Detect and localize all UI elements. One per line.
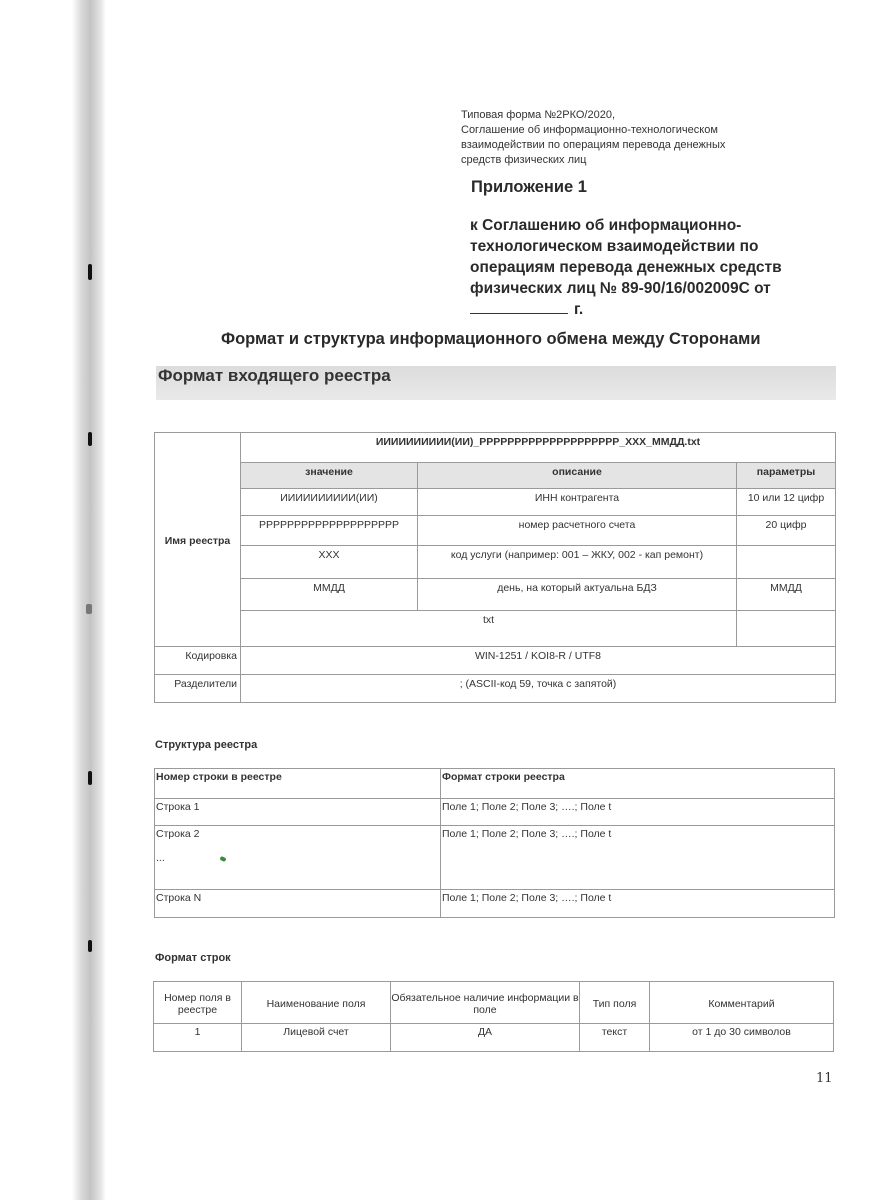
encoding-label: Кодировка xyxy=(155,647,241,675)
cell-description: ИНН контрагента xyxy=(418,489,737,516)
column-header: Формат строки реестра xyxy=(441,769,835,799)
section-banner xyxy=(156,366,836,400)
date-blank xyxy=(470,303,568,314)
row-number: Строка 1 xyxy=(155,799,441,826)
column-header: Номер строки в реестре xyxy=(155,769,441,799)
date-suffix: г. xyxy=(574,301,584,318)
column-header: Наименование поля xyxy=(242,982,391,1024)
cell-value: РРРРРРРРРРРРРРРРРРРР xyxy=(241,516,418,546)
separator-value: ; (ASCII-код 59, точка с запятой) xyxy=(241,675,836,703)
appendix-line: к Соглашению об информационно- xyxy=(470,217,742,234)
cell-value: ММДД xyxy=(241,579,418,611)
appendix-subtitle xyxy=(470,215,810,320)
field-number: 1 xyxy=(154,1024,242,1052)
appendix-date-line xyxy=(470,299,810,320)
row-format-table xyxy=(153,981,834,1052)
cell-description: номер расчетного счета xyxy=(418,516,737,546)
column-header: значение xyxy=(241,463,418,489)
document-title: Формат и структура информационного обмена между Сторонами xyxy=(221,330,761,348)
column-header: Обязательное наличие информации в поле xyxy=(391,982,580,1024)
column-header: параметры xyxy=(737,463,836,489)
field-comment: от 1 до 30 символов xyxy=(650,1024,834,1052)
row-format: Поле 1; Поле 2; Поле 3; ….; Поле t xyxy=(441,890,835,918)
cell-params xyxy=(737,546,836,579)
separator-label: Разделители xyxy=(155,675,241,703)
appendix-line: операциям перевода денежных средств xyxy=(470,259,782,276)
row-number: Строка 2 xyxy=(156,828,200,840)
row-number: Строка N xyxy=(155,890,441,918)
field-type: текст xyxy=(580,1024,650,1052)
encoding-value: WIN-1251 / KOI8-R / UTF8 xyxy=(241,647,836,675)
form-note-line: Соглашение об информационно-технологическом xyxy=(461,124,718,136)
appendix-line: физических лиц № 89-90/16/002009С от xyxy=(470,280,771,297)
form-type-note xyxy=(461,108,761,168)
row-number-cell xyxy=(155,826,441,890)
empty-cell xyxy=(737,611,836,647)
scan-mark xyxy=(88,940,92,952)
scan-mark xyxy=(88,432,92,446)
scan-binding-shadow xyxy=(72,0,106,1200)
structure-label: Структура реестра xyxy=(155,739,258,751)
scan-mark xyxy=(88,771,92,785)
cell-value: ИИИИИИИИИИ(ИИ) xyxy=(241,489,418,516)
field-name: Лицевой счет xyxy=(242,1024,391,1052)
registry-filename: ИИИИИИИИИИ(ИИ)_РРРРРРРРРРРРРРРРРРРР_ХХХ_ММДД.txt xyxy=(241,433,836,463)
cell-params: 20 цифр xyxy=(737,516,836,546)
form-note-line: Типовая форма №2РКО/2020, xyxy=(461,109,616,121)
scan-mark xyxy=(88,264,92,280)
field-required: ДА xyxy=(391,1024,580,1052)
column-header: Комментарий xyxy=(650,982,834,1024)
cell-params: ММДД xyxy=(737,579,836,611)
column-header: описание xyxy=(418,463,737,489)
cell-description: код услуги (например: 001 – ЖКУ, 002 - кап ремонт) xyxy=(418,546,737,579)
appendix-title: Приложение 1 xyxy=(471,178,587,196)
scan-mark xyxy=(86,604,92,614)
cell-description: день, на который актуальна БДЗ xyxy=(418,579,737,611)
row-format: Поле 1; Поле 2; Поле 3; ….; Поле t xyxy=(441,799,835,826)
appendix-line: технологическом взаимодействии по xyxy=(470,238,759,255)
column-header: Тип поля xyxy=(580,982,650,1024)
section-title: Формат входящего реестра xyxy=(158,366,391,385)
row-format: Поле 1; Поле 2; Поле 3; ….; Поле t xyxy=(441,826,835,890)
cell-params: 10 или 12 цифр xyxy=(737,489,836,516)
registry-name-table xyxy=(154,432,836,703)
page-number: 11 xyxy=(816,1071,833,1086)
row-ellipsis: ... xyxy=(156,852,165,864)
row-format-label: Формат строк xyxy=(155,952,231,964)
registry-name-label: Имя реестра xyxy=(155,433,241,647)
registry-structure-table xyxy=(154,768,835,918)
column-header: Номер поля в реестре xyxy=(154,982,242,1024)
form-note-line: средств физических лиц xyxy=(461,154,587,166)
cell-value: ХХХ xyxy=(241,546,418,579)
file-extension: txt xyxy=(241,611,737,647)
form-note-line: взаимодействии по операциям перевода денежных xyxy=(461,139,726,151)
